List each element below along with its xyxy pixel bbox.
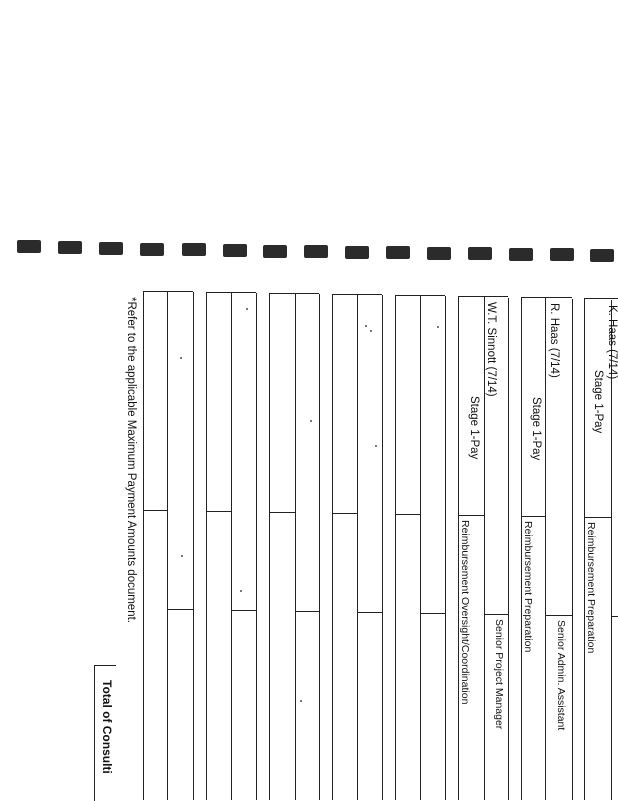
table-divider [420,613,445,614]
table-divider [269,512,295,513]
table-divider [167,609,193,610]
table-border [521,297,572,298]
scan-speck [310,420,312,422]
table-border [572,299,573,800]
scan-speck [375,445,377,447]
table-border [256,293,257,800]
row-task: Reimbursement Preparation [522,521,534,653]
scan-speck [181,555,183,557]
table-border [445,296,446,800]
row-stage: Stage 1-Pay [468,396,480,460]
table-divider [332,513,357,514]
scan-speck [300,700,302,702]
row-role: Senior Admin. Assistant [555,620,567,731]
scan-speck [180,357,182,359]
table-divider [611,616,618,617]
row-role: Senior Project Manager [493,619,505,730]
row-stage: Stage 1-Pay [530,397,542,461]
row-name: W.T. Sinnott (7/14) [485,302,497,397]
table-border [357,295,358,800]
table-divider [484,614,508,615]
table-divider [584,517,611,518]
table-divider [143,510,167,511]
table-divider [357,612,382,613]
table-border [508,298,509,800]
row-name: K. Haas (7/14) [606,305,618,380]
table-border [395,295,445,296]
table-border [332,295,333,800]
table-border [382,295,383,800]
scan-speck [370,330,372,332]
table-border [143,291,144,800]
table-divider [231,610,256,611]
footnote: *Refer to the applicable Maximum Payment Amounts document. [125,297,137,623]
table-border [319,294,320,800]
scan-speck [365,325,367,327]
scan-speck [240,590,242,592]
table-border [269,293,319,294]
table-border [295,294,296,800]
row-task: Reimbursement Preparation [585,522,597,654]
table-divider [295,611,319,612]
table-border [332,294,382,295]
row-name: R. Haas (7/14) [548,303,560,378]
table-border [231,293,232,800]
table-border [420,296,421,800]
table-border [206,292,207,800]
table-border [458,296,508,297]
table-border [269,293,270,800]
table-divider [458,515,484,516]
table-border [167,292,168,800]
row-stage: Stage 1-Pay [592,370,604,434]
table-border [395,296,396,800]
scan-speck [437,326,439,328]
table-divider [206,511,231,512]
table-border [545,298,546,800]
table-divider [521,516,545,517]
table-border [206,292,256,293]
table-divider [545,615,572,616]
table-divider [395,514,420,515]
scan-speck [246,308,248,310]
table-border [193,292,194,800]
row-task: Reimbursement Oversight/Coordination [459,520,471,705]
table-border [143,291,193,292]
total-label: Total of Consulti [100,680,114,774]
table-border [584,298,618,299]
